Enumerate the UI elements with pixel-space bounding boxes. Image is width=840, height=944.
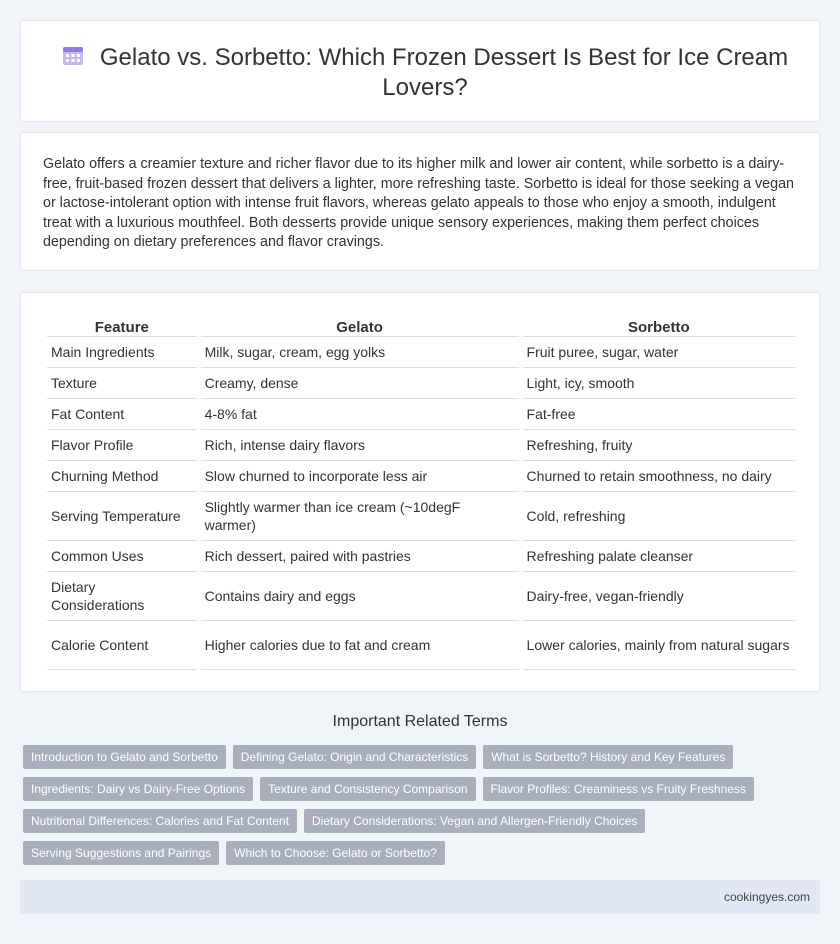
table-row: [47, 461, 795, 492]
sorbetto-cell: Lower calories, mainly from natural sugars: [523, 621, 795, 670]
table-row: [47, 430, 795, 461]
sorbetto-cell: Churned to retain smoothness, no dairy: [523, 461, 795, 492]
feature-cell: Calorie Content: [47, 621, 197, 670]
gelato-cell: 4-8% fat: [201, 399, 519, 430]
related-term-tag[interactable]: Serving Suggestions and Pairings: [23, 841, 219, 865]
gelato-cell: Contains dairy and eggs: [201, 572, 519, 621]
related-term-tag[interactable]: Dietary Considerations: Vegan and Allergen-Friendly Choices: [304, 809, 646, 833]
table-row: [47, 368, 795, 399]
sorbetto-cell: Fat-free: [523, 399, 795, 430]
table-row: [47, 337, 795, 368]
related-term-tag[interactable]: Defining Gelato: Origin and Characteristics: [233, 745, 476, 769]
feature-cell: Common Uses: [47, 541, 197, 572]
sorbetto-cell: Refreshing palate cleanser: [523, 541, 795, 572]
sorbetto-cell: Cold, refreshing: [523, 492, 795, 541]
feature-cell: Churning Method: [47, 461, 197, 492]
feature-cell: Dietary Considerations: [47, 572, 197, 621]
sorbetto-cell: Refreshing, fruity: [523, 430, 795, 461]
title-card: [20, 20, 820, 122]
related-term-tag[interactable]: Which to Choose: Gelato or Sorbetto?: [226, 841, 445, 865]
feature-cell: Fat Content: [47, 399, 197, 430]
table-row: [47, 572, 795, 621]
title-wrap: [61, 43, 789, 103]
table-icon: [62, 45, 84, 67]
feature-cell: Main Ingredients: [47, 337, 197, 368]
feature-cell: Texture: [47, 368, 197, 399]
footer-site-link[interactable]: cookingyes.com: [723, 890, 810, 904]
related-term-tag[interactable]: Texture and Consistency Comparison: [260, 777, 475, 801]
gelato-cell: Rich, intense dairy flavors: [201, 430, 519, 461]
sorbetto-cell: Dairy-free, vegan-friendly: [523, 572, 795, 621]
related-term-tag[interactable]: Introduction to Gelato and Sorbetto: [23, 745, 226, 769]
gelato-cell: Creamy, dense: [201, 368, 519, 399]
related-terms-list: [23, 745, 783, 865]
comparison-table: [43, 315, 799, 670]
related-term-tag[interactable]: What is Sorbetto? History and Key Features: [483, 745, 733, 769]
table-row: [47, 399, 795, 430]
gelato-cell: Milk, sugar, cream, egg yolks: [201, 337, 519, 368]
comparison-card: [20, 292, 820, 692]
intro-paragraph: Gelato offers a creamier texture and richer flavor due to its higher milk and lower air content, while sorbetto is a dairy-free, fruit-based frozen dessert that delivers a lighter, more refreshing taste. Sorbetto is ideal for those seeking a vegan or lactose-intolerant option with intense fruit flavors, whereas gelato appeals to those who enjoy a smooth, indulgent treat with a luxurious mouthfeel. Both desserts provide unique sensory experiences, making them perfect choices depending on dietary preferences and flavor cravings.: [43, 156, 794, 251]
related-terms-title: Important Related Terms: [332, 713, 508, 730]
header-sorbetto: Sorbetto: [523, 315, 795, 337]
intro-card: [20, 132, 820, 271]
related-term-tag[interactable]: Nutritional Differences: Calories and Fat Content: [23, 809, 297, 833]
related-term-tag[interactable]: Flavor Profiles: Creaminess vs Fruity Freshness: [483, 777, 754, 801]
gelato-cell: Rich dessert, paired with pastries: [201, 541, 519, 572]
table-row: [47, 621, 795, 670]
footer: [20, 880, 820, 914]
page-title: [61, 43, 789, 103]
page-title-text: Gelato vs. Sorbetto: Which Frozen Dessert Is Best for Ice Cream Lovers?: [99, 44, 789, 101]
sorbetto-cell: Fruit puree, sugar, water: [523, 337, 795, 368]
related-term-tag[interactable]: Ingredients: Dairy vs Dairy-Free Options: [23, 777, 253, 801]
table-header-row: [47, 315, 795, 337]
gelato-cell: Slightly warmer than ice cream (~10degF warmer): [201, 492, 519, 541]
gelato-cell: Higher calories due to fat and cream: [201, 621, 519, 670]
header-gelato: Gelato: [201, 315, 519, 337]
feature-cell: Flavor Profile: [47, 430, 197, 461]
sorbetto-cell: Light, icy, smooth: [523, 368, 795, 399]
table-row: [47, 492, 795, 541]
header-feature: Feature: [47, 315, 197, 337]
gelato-cell: Slow churned to incorporate less air: [201, 461, 519, 492]
feature-cell: Serving Temperature: [47, 492, 197, 541]
table-row: [47, 541, 795, 572]
